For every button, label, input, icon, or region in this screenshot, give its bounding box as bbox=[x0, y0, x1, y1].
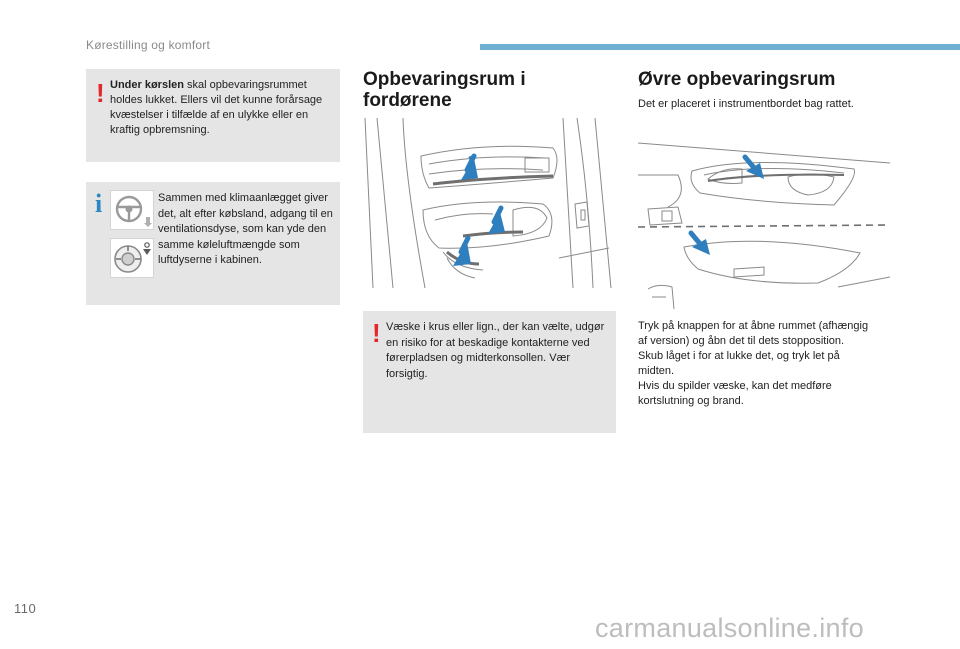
page-number: 110 bbox=[14, 601, 37, 616]
warning-exclamation-icon: ! bbox=[96, 78, 105, 108]
instruction-line: af version) og åbn det til dets stopposition. bbox=[638, 335, 845, 347]
watermark-text: carmanualsonline.info bbox=[595, 613, 864, 643]
instruction-line: kortslutning og brand. bbox=[638, 395, 744, 407]
title-line-1: Opbevaringsrum i bbox=[363, 69, 526, 90]
warning-exclamation-icon: ! bbox=[372, 318, 381, 348]
instruction-line: Tryk på knappen for at åbne rummet (afhængig bbox=[638, 320, 869, 332]
warning-text-liquid: Væske i krus eller lign., der kan vælte, udgør en risiko for at beskadige kontakterne ved førerpladsen og midterkonsollen. Vær forsigtig. bbox=[386, 321, 605, 380]
instruction-line: Skub låget i for at lukke det, og tryk let på bbox=[638, 350, 840, 362]
instruction-line: midten. bbox=[638, 365, 675, 377]
instruction-line: Hvis du spilder væske, kan det medføre bbox=[638, 380, 832, 392]
chapter-accent-bar bbox=[480, 44, 960, 50]
info-icon: i bbox=[95, 189, 103, 218]
warning-box-liquid bbox=[363, 311, 616, 433]
info-box-ventilation bbox=[86, 182, 340, 305]
upper-storage-illustration bbox=[638, 137, 890, 309]
steering-wheel-icon bbox=[110, 190, 154, 230]
section-title-door-storage bbox=[363, 69, 603, 111]
chapter-title: Kørestilling og komfort bbox=[86, 38, 210, 52]
warning-bold-lead: Under kørslen bbox=[110, 79, 184, 91]
title-line-2: fordørene bbox=[363, 90, 452, 111]
warning-body: skal opbevaringsrummet holdes lukket. Ellers vil det kunne forårsage kvæstelser i tilfælde af en ulykke eller en kraftig opbremsning. bbox=[110, 79, 323, 136]
upper-storage-instructions bbox=[638, 319, 900, 409]
section-title-upper-storage: Øvre opbevaringsrum bbox=[638, 69, 836, 90]
door-storage-illustration bbox=[363, 118, 616, 288]
vent-dial-icon bbox=[110, 238, 154, 278]
warning-text-driving bbox=[110, 78, 336, 138]
warning-box-driving bbox=[86, 69, 340, 162]
upper-storage-intro: Det er placeret i instrumentbordet bag rattet. bbox=[638, 98, 854, 110]
info-text-ventilation: Sammen med klimaanlægget giver det, alt efter købsland, adgang til en ventilationsdyse, som kan yde den samme køleluftmængde som luftdyserne i kabinen. bbox=[158, 192, 333, 266]
